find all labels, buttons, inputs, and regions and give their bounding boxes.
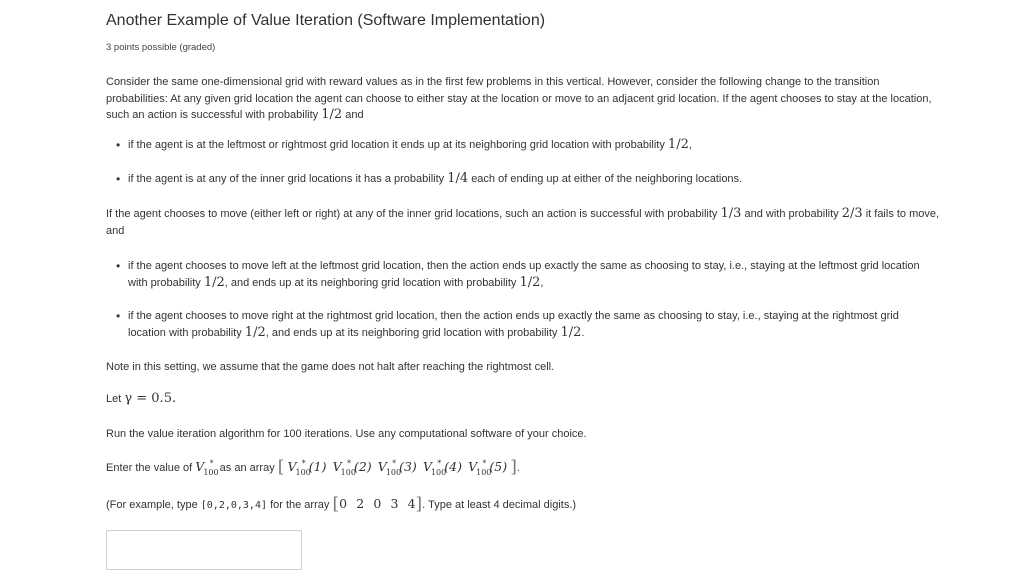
example-code: [0,2,0,3,4]	[200, 500, 267, 511]
intro-text: Consider the same one-dimensional grid with reward values as in the first few problems in this vertical. However, consider the following change to the transition probabilities: At any given grid location the agent can choose to either stay at the location or move to an adjacent grid location. If the agent chooses to stay at the location, such an action is successful with probability	[106, 76, 932, 121]
example-left-bracket: [	[332, 494, 340, 514]
move-bullet-1-tail: ,	[540, 276, 544, 289]
move-bullet-2-mid: , and ends up at its neighboring grid location with probability	[265, 326, 558, 339]
stay-bullet-2-text: if the agent is at any of the inner grid locations it has a probability	[128, 173, 445, 185]
example-val-4: 3	[390, 496, 399, 511]
intro-tail: and	[345, 109, 364, 121]
enter-mid: as an array	[219, 462, 275, 474]
right-bracket: ]	[510, 457, 517, 477]
move-text: If the agent chooses to move (either left or right) at any of the inner grid locations, such an action is successful with probability	[106, 208, 718, 220]
move-bullet-1-mid: , and ends up at its neighboring grid location with probability	[224, 276, 517, 289]
example-val-1: 0	[339, 496, 348, 511]
stay-bullet-1	[116, 137, 938, 154]
v-entry-3: $V_{100}^*$ (3)	[377, 459, 417, 477]
example-tail: . Type at least 4 decimal digits.)	[422, 499, 577, 511]
v-entry-5: $V_{100}^*$ (5)	[468, 459, 508, 477]
enter-prefix: Enter the value of	[106, 462, 193, 474]
move-prob-1: 1/3	[720, 206, 742, 221]
gamma-expr: γ = 0.5.	[124, 391, 177, 406]
stay-bullet-1-text: if the agent is at the leftmost or rightmost grid location it ends up at its neighboring grid location with probability	[128, 139, 665, 151]
problem-title: Another Example of Value Iteration (Software Implementation)	[106, 12, 546, 29]
v-entry-2: $V_{100}^*$ (2)	[332, 459, 372, 477]
enter-tail: .	[516, 462, 520, 474]
move-bullet-2	[116, 308, 938, 341]
move-paragraph	[106, 206, 942, 239]
v-star-symbol: $V_{100}^*$	[195, 459, 219, 477]
left-bracket: [	[277, 457, 285, 477]
bullet-dot: •	[116, 138, 121, 152]
answer-input[interactable]	[106, 530, 302, 570]
intro-prob: 1/2	[321, 107, 343, 122]
move-bullet-1-text: if the agent chooses to move left at the leftmost grid location, then the action ends up exactly the same as choosing to stay, i.e., staying at the leftmost grid location with probability	[128, 260, 920, 289]
gamma-paragraph	[106, 391, 942, 408]
stay-bullet-1-prob: 1/2	[667, 137, 689, 152]
move-bullet-1-prob-1: 1/2	[203, 274, 225, 290]
example-val-5: 4	[407, 496, 416, 511]
stay-bullet-2	[116, 171, 938, 188]
move-mid: and with probability	[744, 208, 839, 220]
example-val-3: 0	[373, 496, 382, 511]
move-tail: it fails to move, and	[106, 208, 940, 237]
bullet-dot: •	[116, 309, 121, 323]
stay-bullet-2-prob: 1/4	[447, 171, 469, 186]
example-val-2: 2	[356, 496, 365, 511]
move-bullet-1-prob-2: 1/2	[519, 274, 541, 290]
move-bullet-2-prob-1: 1/2	[244, 324, 266, 340]
example-right-bracket: ]	[415, 494, 423, 514]
bullet-dot: •	[116, 172, 121, 186]
example-prefix: (For example, type	[106, 499, 198, 511]
move-bullet-2-prob-2: 1/2	[560, 324, 582, 340]
v-entry-4: $V_{100}^*$ (4)	[422, 459, 462, 477]
move-bullet-2-text: if the agent chooses to move right at the rightmost grid location, then the action ends up exactly the same as choosing to stay, i.e., staying at the rightmost grid location with probability	[128, 310, 899, 339]
note-paragraph: Note in this setting, we assume that the game does not halt after reaching the rightmost cell.	[106, 361, 555, 373]
move-bullet-1	[116, 258, 938, 291]
example-mid: for the array	[270, 499, 330, 511]
gamma-label: Let	[106, 393, 122, 405]
move-bullet-2-tail: .	[581, 326, 585, 339]
stay-bullet-1-tail: ,	[688, 139, 692, 151]
points-label: 3 points possible (graded)	[106, 42, 216, 53]
run-paragraph: Run the value iteration algorithm for 100 iterations. Use any computational software of your choice.	[106, 428, 587, 440]
enter-paragraph	[106, 458, 942, 478]
example-paragraph	[106, 495, 942, 515]
stay-bullet-2-tail: each of ending up at either of the neighboring locations.	[471, 173, 743, 185]
v-entry-1: $V_{100}^*$ (1)	[287, 459, 327, 477]
intro-paragraph	[106, 74, 942, 124]
move-prob-2: 2/3	[841, 206, 863, 221]
bullet-dot: •	[116, 259, 121, 273]
